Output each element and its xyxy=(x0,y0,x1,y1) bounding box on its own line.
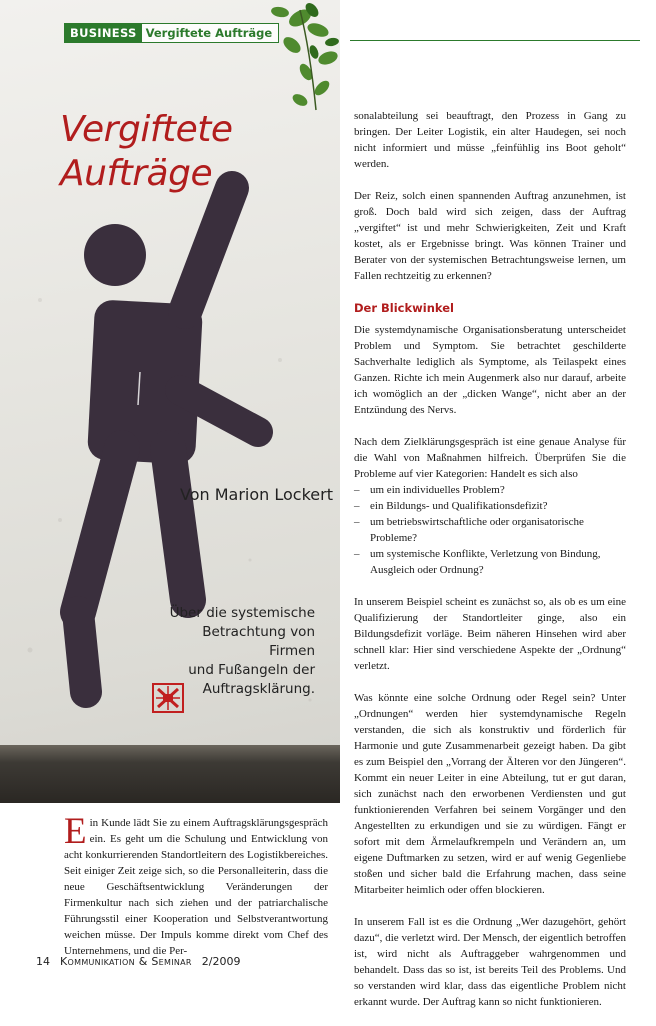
list-item: – ein Bildungs- und Qualifikationsdefizit? xyxy=(354,498,626,514)
paragraph: In unserem Beispiel scheint es zunächst so, als ob es um eine Qualifizierung der Standortleiter ginge, also ein Bildungsdefizit vorläge. Beim näheren Hinsehen wird aber schnell klar: Hier sind verschiedene Aspekte der „Ordnung“ verletzt. xyxy=(354,596,626,672)
article-headline xyxy=(60,108,260,196)
category-list xyxy=(354,482,626,578)
paragraph: Was könnte eine solche Ordnung oder Regel sein? Unter „Ordnungen“ werden hier systemdynamische Regeln verstanden, die sich als konstruktiv und förderlich für Harmonie und gute Zusammenarbeit gezeigt haben. Da gibt es zum Beispiel den „Vorrang der Älteren vor den Jüngeren“. Kommt ein neuer Leiter in eine Abteilung, tut er gut daran, sich zunächst nach den erworbenen Verdiensten und gut funktionierenden Verfahren bei seinem Vorgänger und den Angestellten zu erkundigen und sie zu würdigen. Fängt er sofort mit dem Ärmelaufkrempeln und Verändern an, um eigene Duftmarken zu setzen, wird er auf wenig Gegenliebe stoßen und sicher bald die Erfahrung machen, dass seine Mitarbeiter heimlich oder offen blockieren. xyxy=(354,692,626,896)
headline-line: Vergiftete xyxy=(60,109,233,150)
article-intro xyxy=(64,811,328,959)
drop-cap: E xyxy=(64,811,87,852)
list-item: – um ein individuelles Problem? xyxy=(354,482,626,498)
intro-text: in Kunde lädt Sie zu einem Auftragsklärungsgespräch ein. Es geht um die Schulung und Entwicklung von acht konkurrierenden Standortleitern des Logistikbereiches. Seit einiger Zeit zeige sich, so die Personalleiterin, dass die neue Geschäftsentwicklung Veränderungen der Firmenkultur nach sich ziehen und der patriarchalische Führungsstil einer Kooperation und Selbstverantwortung weichen müsse. Der Impuls komme direkt vom Chef des Unternehmens, und die Per- xyxy=(64,817,328,957)
headline-line: Aufträge xyxy=(60,153,213,194)
list-item: – um betriebswirtschaftliche oder organisatorische Probleme? xyxy=(354,514,626,546)
paragraph: sonalabteilung sei beauftragt, den Prozess in Gang zu bringen. Der Leiter Logistik, ein alter Haudegen, sei noch nicht informiert und müsse „feinfühlig ins Boot geholt“ werden. xyxy=(354,110,626,170)
rubric-title: Vergiftete Aufträge xyxy=(142,24,279,42)
article-body xyxy=(354,108,626,1026)
list-item: – um systemische Konflikte, Verletzung von Bindung, Ausgleich oder Ordnung? xyxy=(354,546,626,578)
subheading: Der Blickwinkel xyxy=(354,301,454,315)
teaser-line: Betrachtung von Firmen xyxy=(202,624,315,659)
magazine-name: Kommunikation & Seminar xyxy=(60,955,192,968)
ground-shadow xyxy=(0,745,340,803)
header-rule xyxy=(350,40,640,41)
rubric-category: BUSINESS xyxy=(65,24,142,42)
teaser-line: Auftragsklärung. xyxy=(202,681,315,697)
page-footer xyxy=(36,955,241,968)
rubric-box xyxy=(64,23,279,43)
author-byline: Von Marion Lockert xyxy=(180,485,333,504)
paragraph: In unserem Fall ist es die Ordnung „Wer dazugehört, gehört dazu“, die verletzt wird. Der Mensch, der eigentlich betroffen ist, wird nicht als Auftraggeber wahrgenommen und behandelt. Dass das so ist, ist bereits Teil des Problems. Und so verstanden wird klar, dass das eigentliche Problem nicht erkannt wurde. Der Auftrag kann so nicht funktionieren. xyxy=(354,916,626,1008)
page-number: 14 xyxy=(36,955,50,968)
section-rubric xyxy=(64,24,279,42)
stamp-logo-icon xyxy=(152,683,184,713)
teaser-line: Über die systemische xyxy=(169,605,315,621)
paragraph: Die systemdynamische Organisationsberatung unterscheidet Problem und Symptom. Sie betrachtet geschilderte Sachverhalte lediglich als Symptome, als Teilaspekt eines Ganzen. Richte ich mein Augenmerk also nur darauf, arbeite ich womöglich an der „dicken Wange“, nicht aber an der Entzündung des Nervs. xyxy=(354,324,626,416)
paragraph: Der Reiz, solch einen spannenden Auftrag anzunehmen, ist groß. Doch bald wird sich zeigen, dass der Auftrag „vergiftet“ ist und mehr Schwierigkeiten, Zeit und Kraft kostet, als er Ergebnisse bringt. Was können Trainer und Berater von der systemischen Betrachtungsweise lernen, um Fallen rechtzeitig zu erkennen? xyxy=(354,190,626,282)
teaser-line: und Fußangeln der xyxy=(188,662,315,678)
issue-number: 2/2009 xyxy=(201,955,241,968)
paragraph: Nach dem Zielklärungsgespräch ist eine genaue Analyse für die Wahl von Maßnahmen hilfreich. Überprüfen Sie die Probleme auf vier Kategorien: Handelt es sich also xyxy=(354,436,626,480)
